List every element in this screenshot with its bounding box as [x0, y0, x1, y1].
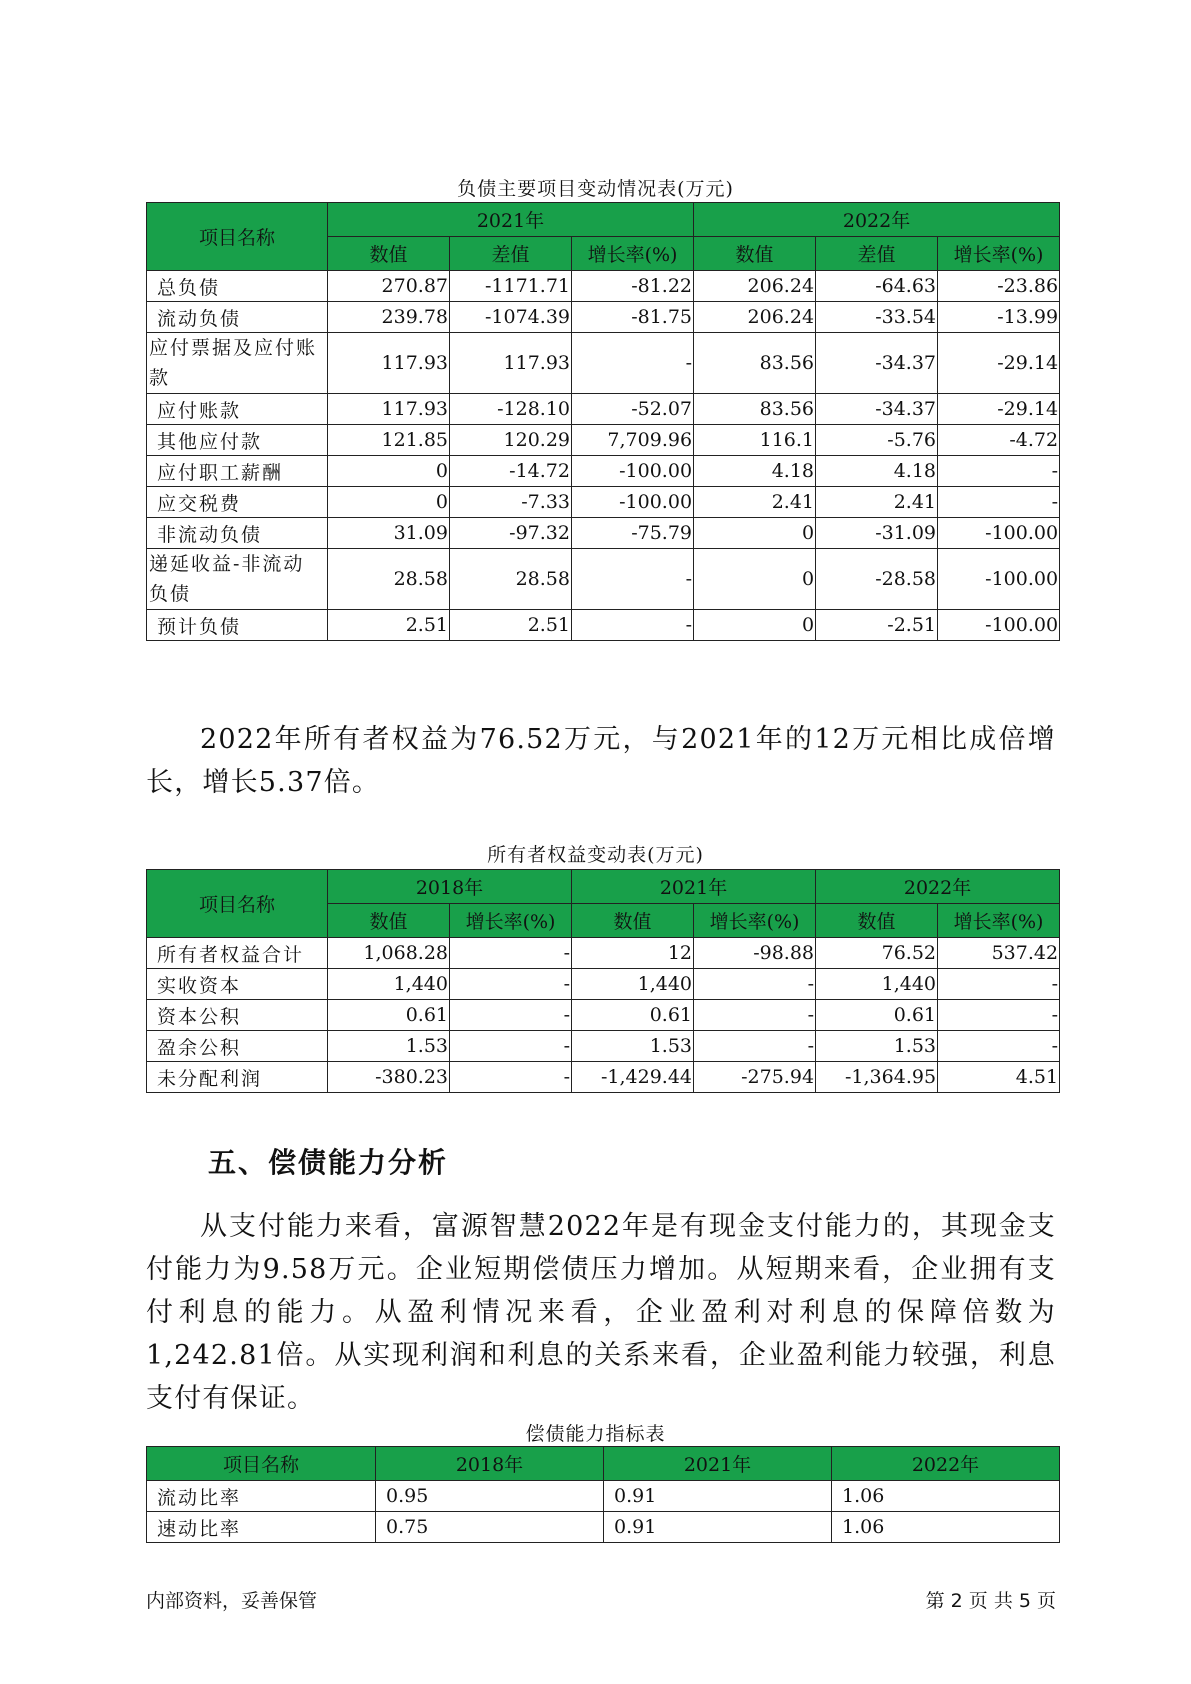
row-label: 实收资本: [147, 969, 328, 1000]
table3-caption: 偿债能力指标表: [525, 1423, 666, 1445]
table-row: [147, 487, 1060, 518]
table-cell: 12: [572, 938, 694, 969]
row-label: 递延收益-非流动负债: [147, 549, 328, 610]
table-cell: 2.51: [328, 610, 450, 641]
table-cell: 0: [328, 487, 450, 518]
table-cell: -34.37: [816, 394, 938, 425]
table-row: [147, 1512, 1060, 1543]
row-label: 盈余公积: [147, 1031, 328, 1062]
year-header: 2022年: [816, 870, 1060, 904]
row-label: 应付职工薪酬: [147, 456, 328, 487]
table1-caption: 负债主要项目变动情况表(万元): [457, 178, 734, 200]
table-cell: 117.93: [328, 333, 450, 394]
column-header: 增长率(%): [938, 904, 1060, 938]
table-row: [147, 425, 1060, 456]
table-cell: 0.91: [604, 1512, 832, 1543]
name-header: 项目名称: [147, 870, 328, 938]
footer-left: 内部资料，妥善保管: [146, 1590, 318, 1612]
table-cell: -29.14: [938, 394, 1060, 425]
name-header: 项目名称: [147, 203, 328, 271]
solvency-paragraph: 从支付能力来看，富源智慧2022年是有现金支付能力的，其现金支付能力为9.58万元。企业短期偿债压力增加。从短期来看，企业拥有支付利息的能力。从盈利情况来看，企业盈利对利息的保障倍数为1,242.81倍。从实现利润和利息的关系来看，企业盈利能力较强，利息支付有保证。: [146, 1211, 1056, 1414]
table-cell: -5.76: [816, 425, 938, 456]
table-cell: 121.85: [328, 425, 450, 456]
year-header: 2022年: [694, 203, 1060, 237]
table2-caption: 所有者权益变动表(万元): [487, 844, 704, 866]
table-cell: 28.58: [328, 549, 450, 610]
table-row: [147, 518, 1060, 549]
row-label: 流动比率: [147, 1481, 376, 1512]
table-cell: -: [694, 969, 816, 1000]
row-label: 未分配利润: [147, 1062, 328, 1093]
table-cell: 1,440: [572, 969, 694, 1000]
table-cell: -: [938, 487, 1060, 518]
table-cell: 270.87: [328, 271, 450, 302]
table-cell: -1074.39: [450, 302, 572, 333]
table-cell: -98.88: [694, 938, 816, 969]
table-cell: 1.06: [832, 1481, 1060, 1512]
table-cell: -75.79: [572, 518, 694, 549]
table-cell: 1,068.28: [328, 938, 450, 969]
table-cell: 0.91: [604, 1481, 832, 1512]
table-cell: -: [938, 1000, 1060, 1031]
table-cell: -81.75: [572, 302, 694, 333]
table-row: [147, 271, 1060, 302]
row-label: 速动比率: [147, 1512, 376, 1543]
row-label: 资本公积: [147, 1000, 328, 1031]
table-cell: 1.06: [832, 1512, 1060, 1543]
table-cell: -100.00: [938, 518, 1060, 549]
table-cell: 0.75: [376, 1512, 604, 1543]
column-header: 2021年: [604, 1447, 832, 1481]
table-cell: -14.72: [450, 456, 572, 487]
equity-table: [146, 869, 1060, 1093]
column-header: 增长率(%): [694, 904, 816, 938]
table-row: [147, 1031, 1060, 1062]
table-cell: 537.42: [938, 938, 1060, 969]
table-cell: -29.14: [938, 333, 1060, 394]
table-cell: -7.33: [450, 487, 572, 518]
table-cell: -4.72: [938, 425, 1060, 456]
table-cell: 1.53: [816, 1031, 938, 1062]
table-cell: -: [572, 610, 694, 641]
table-cell: -97.32: [450, 518, 572, 549]
table-cell: 0.61: [816, 1000, 938, 1031]
row-label: 应交税费: [147, 487, 328, 518]
column-header: 增长率(%): [572, 237, 694, 271]
table-row: [147, 549, 1060, 610]
table-cell: -100.00: [938, 610, 1060, 641]
table-cell: -1,429.44: [572, 1062, 694, 1093]
table-row: [147, 456, 1060, 487]
table-cell: -31.09: [816, 518, 938, 549]
table-row: [147, 302, 1060, 333]
table-row: [147, 1062, 1060, 1093]
table-cell: 31.09: [328, 518, 450, 549]
row-label: 所有者权益合计: [147, 938, 328, 969]
table-row: [147, 1000, 1060, 1031]
table-row: [147, 969, 1060, 1000]
table-cell: 0: [328, 456, 450, 487]
table-cell: 117.93: [450, 333, 572, 394]
table-cell: 0: [694, 549, 816, 610]
table-cell: 0.95: [376, 1481, 604, 1512]
table-cell: -: [938, 969, 1060, 1000]
table-cell: 0: [694, 518, 816, 549]
table-cell: -: [572, 333, 694, 394]
column-header: 差值: [816, 237, 938, 271]
liabilities-table: [146, 202, 1060, 641]
row-label: 其他应付款: [147, 425, 328, 456]
table-cell: 239.78: [328, 302, 450, 333]
table-cell: -: [694, 1031, 816, 1062]
table-cell: -128.10: [450, 394, 572, 425]
row-label: 应付票据及应付账款: [147, 333, 328, 394]
year-header: 2021年: [572, 870, 816, 904]
column-header: 数值: [328, 237, 450, 271]
table-cell: -1171.71: [450, 271, 572, 302]
column-header: 数值: [572, 904, 694, 938]
table-cell: 4.18: [816, 456, 938, 487]
table-cell: -23.86: [938, 271, 1060, 302]
table-cell: 76.52: [816, 938, 938, 969]
table-cell: -: [938, 1031, 1060, 1062]
table-row: [147, 1481, 1060, 1512]
table-cell: 4.51: [938, 1062, 1060, 1093]
column-header: 差值: [450, 237, 572, 271]
table-cell: -1,364.95: [816, 1062, 938, 1093]
row-label: 预计负债: [147, 610, 328, 641]
table-cell: 1,440: [328, 969, 450, 1000]
table-cell: -: [938, 456, 1060, 487]
table-cell: 2.41: [694, 487, 816, 518]
column-header: 项目名称: [147, 1447, 376, 1481]
page-number: 第 2 页 共 5 页: [925, 1590, 1056, 1612]
table-cell: -275.94: [694, 1062, 816, 1093]
table-row: [147, 610, 1060, 641]
section-heading: 五、偿债能力分析: [208, 1146, 449, 1179]
table-cell: 1,440: [816, 969, 938, 1000]
row-label: 应付账款: [147, 394, 328, 425]
table-cell: 116.1: [694, 425, 816, 456]
table-cell: 0.61: [328, 1000, 450, 1031]
table-cell: 28.58: [450, 549, 572, 610]
table-cell: -: [450, 1062, 572, 1093]
equity-paragraph: 2022年所有者权益为76.52万元，与2021年的12万元相比成倍增长，增长5.37倍。: [146, 724, 1056, 798]
table-cell: 4.18: [694, 456, 816, 487]
table-cell: -380.23: [328, 1062, 450, 1093]
year-header: 2021年: [328, 203, 694, 237]
table-cell: 0.61: [572, 1000, 694, 1031]
table-cell: -: [450, 938, 572, 969]
table-cell: -100.00: [938, 549, 1060, 610]
table-cell: -81.22: [572, 271, 694, 302]
table-cell: 0: [694, 610, 816, 641]
column-header: 增长率(%): [938, 237, 1060, 271]
year-header: 2018年: [328, 870, 572, 904]
table-cell: -64.63: [816, 271, 938, 302]
row-label: 流动负债: [147, 302, 328, 333]
table-cell: -33.54: [816, 302, 938, 333]
column-header: 数值: [328, 904, 450, 938]
solvency-table: [146, 1446, 1060, 1543]
table-cell: 117.93: [328, 394, 450, 425]
column-header: 数值: [816, 904, 938, 938]
table-cell: -28.58: [816, 549, 938, 610]
table-row: [147, 394, 1060, 425]
table-cell: 83.56: [694, 394, 816, 425]
table-cell: 206.24: [694, 302, 816, 333]
column-header: 数值: [694, 237, 816, 271]
table-cell: 83.56: [694, 333, 816, 394]
table-cell: -100.00: [572, 487, 694, 518]
table-row: [147, 333, 1060, 394]
column-header: 增长率(%): [450, 904, 572, 938]
table-cell: -13.99: [938, 302, 1060, 333]
table-row: [147, 938, 1060, 969]
table-cell: 1.53: [572, 1031, 694, 1062]
row-label: 总负债: [147, 271, 328, 302]
table-cell: -: [450, 1031, 572, 1062]
table-cell: -: [450, 1000, 572, 1031]
table-cell: 7,709.96: [572, 425, 694, 456]
table-cell: 206.24: [694, 271, 816, 302]
table-cell: -52.07: [572, 394, 694, 425]
column-header: 2022年: [832, 1447, 1060, 1481]
table-cell: -: [694, 1000, 816, 1031]
table-cell: -2.51: [816, 610, 938, 641]
column-header: 2018年: [376, 1447, 604, 1481]
table-cell: -100.00: [572, 456, 694, 487]
table-cell: -: [450, 969, 572, 1000]
table-cell: -34.37: [816, 333, 938, 394]
row-label: 非流动负债: [147, 518, 328, 549]
table-cell: -: [572, 549, 694, 610]
table-cell: 1.53: [328, 1031, 450, 1062]
table-cell: 2.51: [450, 610, 572, 641]
table-cell: 120.29: [450, 425, 572, 456]
table-cell: 2.41: [816, 487, 938, 518]
